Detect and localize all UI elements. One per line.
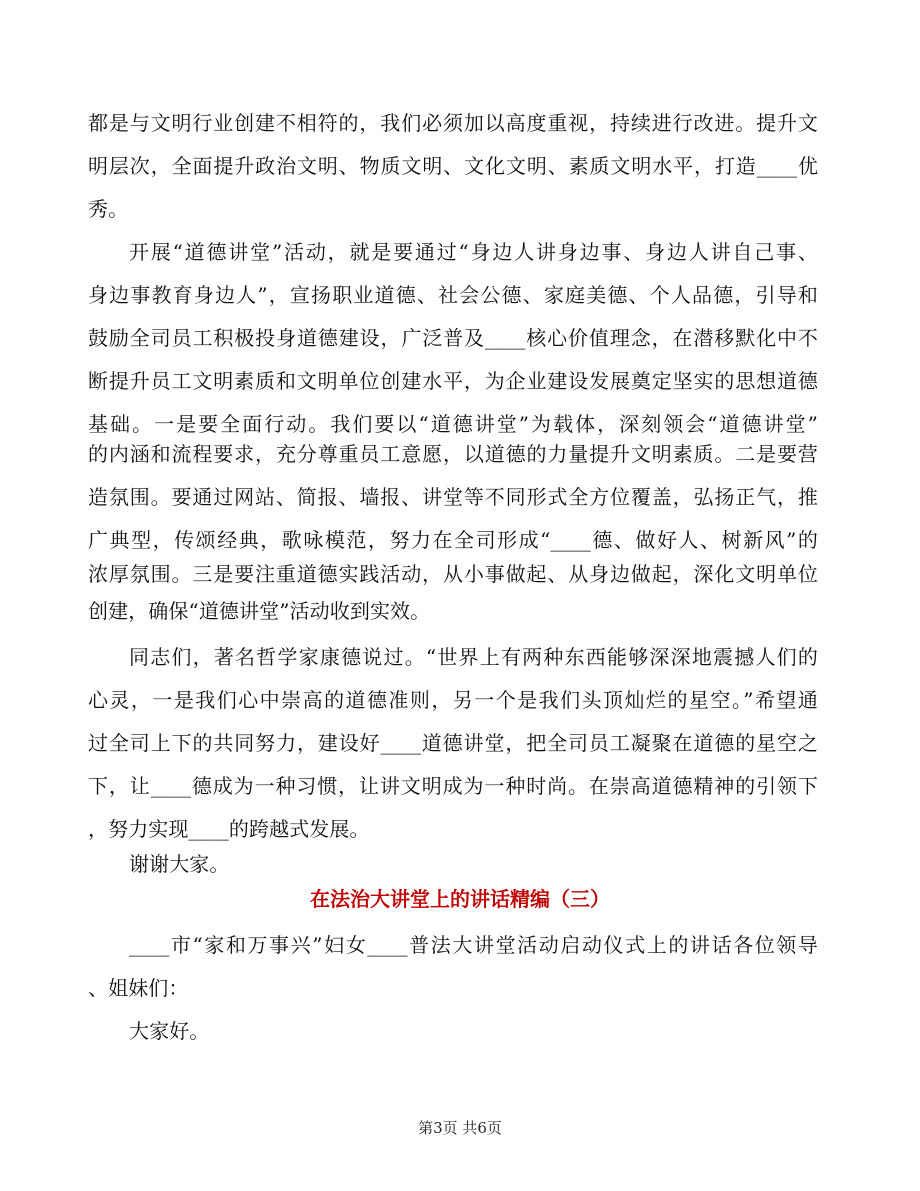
paragraph-2-line-9: 浓厚氛围。三是要注重道德实践活动，从小事做起、从身边做起，深化文明单位 — [88, 562, 818, 586]
page-footer: 第3页 共6页 — [418, 1119, 502, 1137]
paragraph-3-line-1: 同志们，著名哲学家康德说过。“世界上有两种东西能够深深地震撼人们的 — [129, 645, 818, 669]
paragraph-2-line-8: 广典型，传颂经典，歌咏模范，努力在全司形成“____德、做好人、树新风”的 — [88, 528, 818, 552]
paragraph-2-line-7: 造氛围。要通过网站、简报、墙报、讲堂等不同形式全方位覆盖，弘扬正气，推 — [88, 485, 818, 509]
paragraph-2-line-1: 开展“道德讲堂”活动，就是要通过“身边人讲身边事、身边人讲自己事、 — [129, 240, 818, 264]
paragraph-3-line-2: 心灵，一是我们心中崇高的道德准则，另一个是我们头顶灿烂的星空。”希望通 — [88, 688, 818, 712]
section-paragraph-2-line-1: 大家好。 — [129, 1019, 210, 1043]
paragraph-3-line-5: ，努力实现____的跨越式发展。 — [88, 817, 370, 841]
paragraph-3-line-4: 下，让____德成为一种习惯，让讲文明成为一种时尚。在崇高道德精神的引领下 — [88, 774, 818, 798]
paragraph-3-line-3: 过全司上下的共同努力，建设好____道德讲堂，把全司员工凝聚在道德的星空之 — [88, 731, 818, 755]
paragraph-4-line-1: 谢谢大家。 — [129, 852, 230, 876]
paragraph-1-line-3: 秀。 — [88, 197, 129, 221]
paragraph-1-line-1: 都是与文明行业创建不相符的，我们必须加以高度重视，持续进行改进。提升文 — [88, 111, 818, 135]
paragraph-1-line-2: 明层次，全面提升政治文明、物质文明、文化文明、素质文明水平，打造____优 — [88, 154, 818, 178]
section-paragraph-1-line-2: 、姐妹们： — [88, 976, 189, 1000]
paragraph-2-line-3: 鼓励全司员工积极投身道德建设，广泛普及____核心价值理念，在潜移默化中不 — [88, 326, 818, 350]
paragraph-2-line-6: 的内涵和流程要求，充分尊重员工意愿，以道德的力量提升文明素质。二是要营 — [88, 442, 818, 466]
paragraph-2-line-2: 身边事教育身边人”，宣扬职业道德、社会公德、家庭美德、个人品德，引导和 — [88, 283, 818, 307]
section-paragraph-1-line-1: ____市“家和万事兴”妇女____普法大讲堂活动启动仪式上的讲话各位领导 — [129, 933, 818, 957]
paragraph-2-line-4: 断提升员工文明素质和文明单位创建水平，为企业建设发展奠定坚实的思想道德 — [88, 369, 818, 393]
paragraph-2-line-10: 创建，确保“道德讲堂”活动收到实效。 — [88, 599, 431, 623]
paragraph-2-line-5: 基础。一是要全面行动。我们要以“道德讲堂”为载体，深刻领会“道德讲堂” — [88, 412, 818, 436]
section-heading: 在法治大讲堂上的讲话精编（三） — [310, 887, 610, 911]
